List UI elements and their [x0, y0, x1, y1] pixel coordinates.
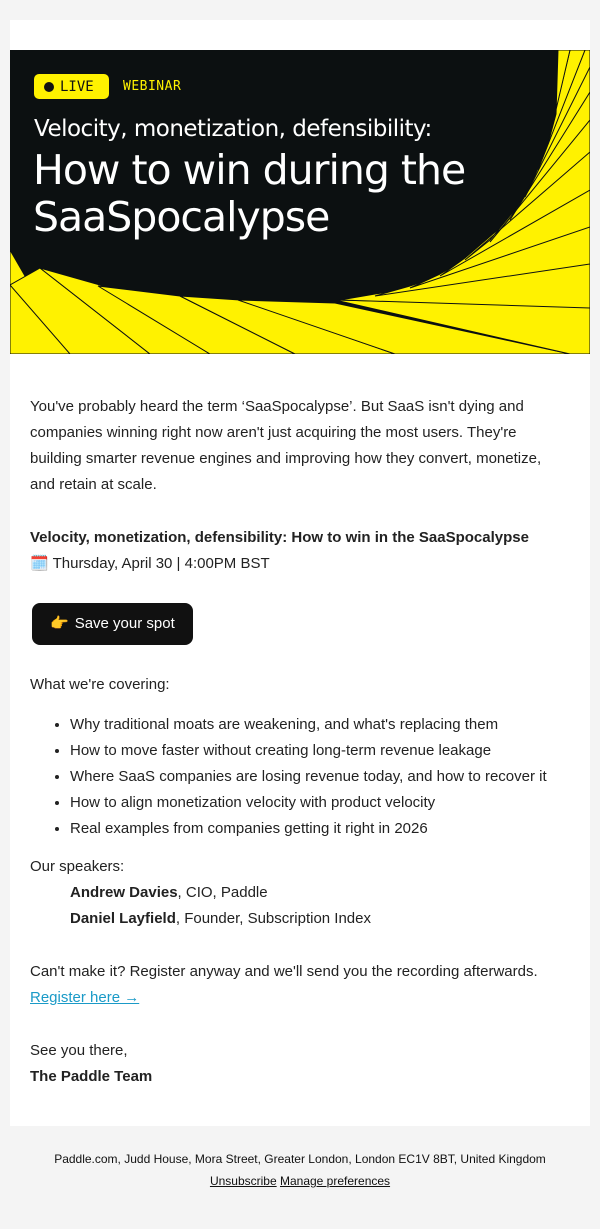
footer	[0, 1148, 600, 1192]
list-item: • Where SaaS companies are losing revenue today, and how to recover it	[70, 764, 560, 790]
hero-title: How to win during the SaaSpocalypse	[33, 146, 466, 241]
list-item: • How to align monetization velocity with product velocity	[70, 790, 560, 816]
hero-kicker: Velocity, monetization, defensibility:	[34, 116, 432, 142]
speaker-row	[70, 880, 560, 906]
topics-list	[30, 712, 560, 842]
manage-preferences-link[interactable]: Manage preferences	[279, 1174, 391, 1188]
covering-heading: What we're covering:	[30, 676, 170, 693]
speakers-heading: Our speakers:	[30, 858, 125, 875]
speaker-name: Andrew Davies	[70, 884, 178, 901]
live-badge	[34, 74, 109, 99]
save-spot-button[interactable]	[32, 603, 193, 645]
live-dot-icon	[44, 82, 54, 92]
speaker-row	[70, 906, 560, 932]
intro-paragraph: You've probably heard the term ‘SaaSpocalypse’. But SaaS isn't dying and companies winning right now aren't just acquiring the most users. They're building smarter revenue engines and improving how they convert, monetize, and retain at scale.	[30, 398, 542, 493]
event-date: Thursday, April 30 | 4:00PM BST	[52, 555, 270, 572]
list-item: • Why traditional moats are weakening, and what's replacing them	[70, 712, 560, 738]
signoff: See you there,	[30, 1042, 128, 1059]
webinar-tag: WEBINAR	[123, 79, 182, 94]
recording-note: Can't make it? Register anyway and we'll send you the recording afterwards.	[30, 963, 538, 980]
register-link[interactable]: Register here →	[30, 989, 140, 1006]
event-title: Velocity, monetization, defensibility: How to win in the SaaSpocalypse	[30, 529, 529, 546]
footer-links	[0, 1170, 600, 1192]
unsubscribe-link[interactable]: Unsubscribe	[209, 1174, 277, 1188]
team-signature: The Paddle Team	[30, 1068, 153, 1085]
list-item: • How to move faster without creating long-term revenue leakage	[70, 738, 560, 764]
save-spot-label: Save your spot	[74, 615, 175, 632]
live-badge-label: LIVE	[60, 78, 94, 95]
list-item: • Real examples from companies getting it right in 2026	[70, 816, 560, 842]
speaker-role: , Founder, Subscription Index	[175, 910, 371, 927]
calendar-icon: 🗓️	[30, 555, 49, 572]
hero-banner	[10, 50, 590, 354]
speaker-name: Daniel Layfield	[70, 910, 176, 927]
email-body	[30, 394, 560, 1090]
footer-address: Paddle.com, Judd House, Mora Street, Greater London, London EC1V 8BT, United Kingdom	[54, 1152, 546, 1166]
pointing-hand-icon: 👉	[50, 615, 69, 632]
speaker-role: , CIO, Paddle	[177, 884, 268, 901]
event-date-line	[30, 551, 560, 577]
